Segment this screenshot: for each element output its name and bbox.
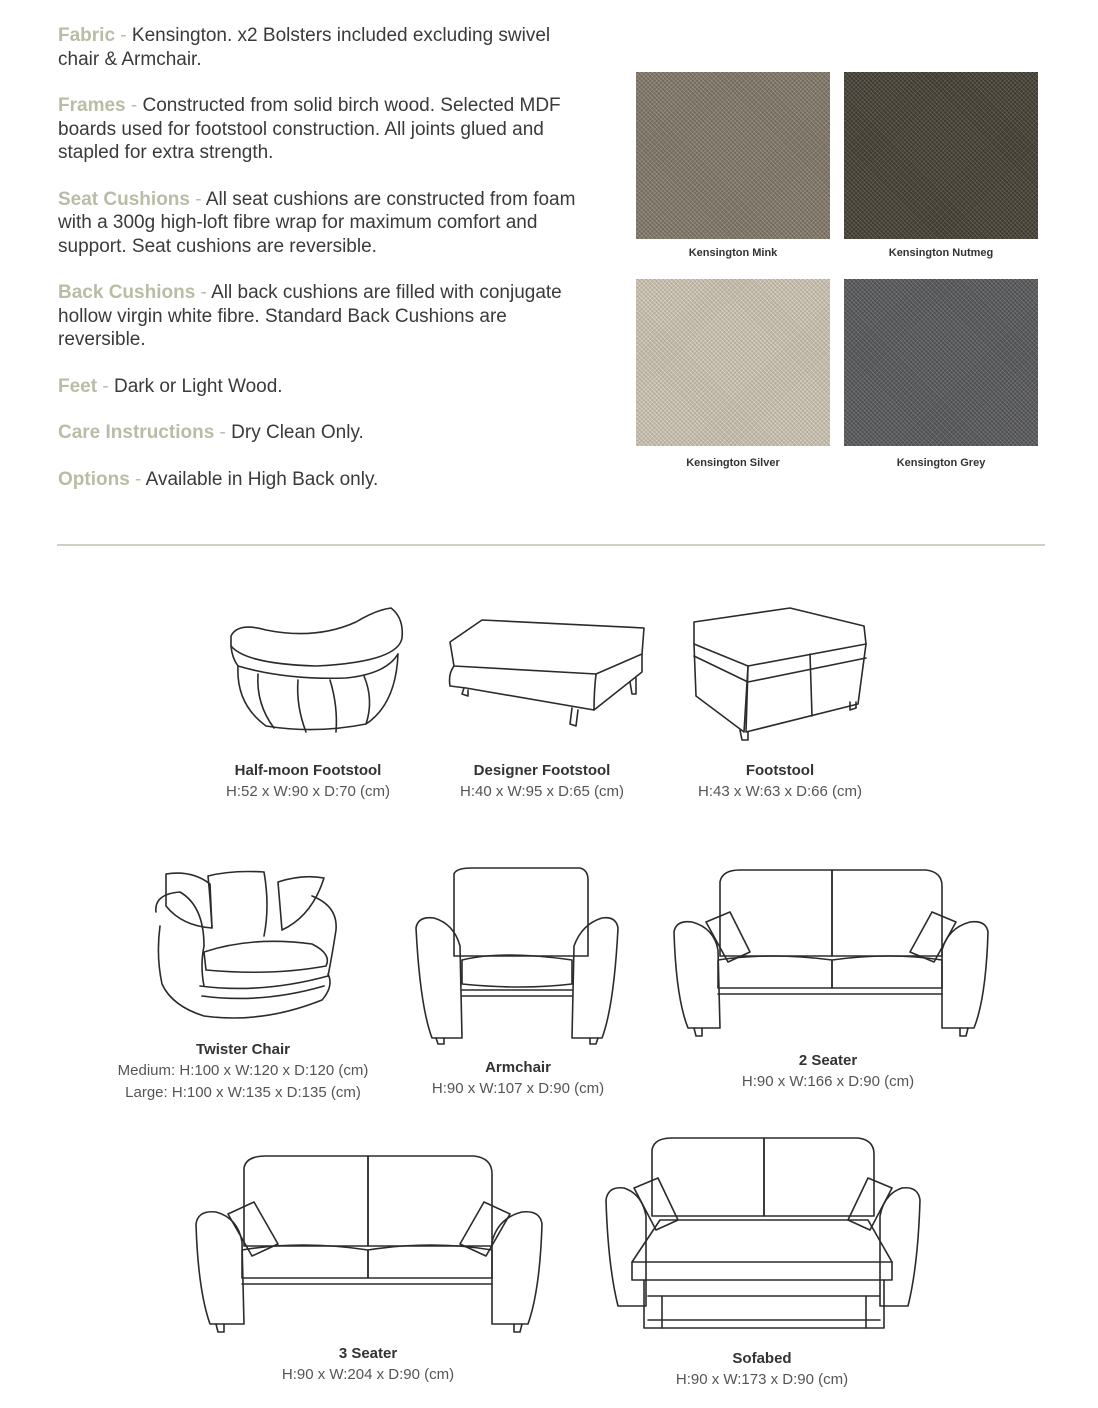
spec-key: Seat Cushions (58, 188, 190, 210)
product-name: 3 Seater (338, 1345, 398, 1362)
spec-back-cushions (58, 281, 588, 352)
spec-key: Feet (58, 375, 98, 397)
swatch-label: Kensington Grey (896, 457, 986, 469)
product-two-seater (728, 1051, 928, 1093)
product-dimensions: H:90 x W:107 x D:90 (cm) (431, 1080, 605, 1097)
spec-text: All back cushions are filled with conjugate hollow virgin white fibre. Standard Back Cushions are reversible. (58, 282, 562, 350)
spec-separator: - (129, 468, 146, 490)
product-name: Footstool (745, 762, 815, 779)
product-twister-chair (108, 1040, 378, 1104)
product-name: Designer Footstool (473, 762, 611, 779)
sofabed-drawing (602, 1136, 924, 1332)
spec-options (58, 468, 588, 492)
swatch-nutmeg (844, 72, 1038, 239)
product-dimensions: H:90 x W:173 x D:90 (cm) (675, 1371, 849, 1388)
spec-text: Dry Clean Only. (231, 422, 364, 443)
product-designer-footstool (446, 761, 638, 803)
spec-seat-cushions (58, 188, 588, 259)
footstool-drawing (690, 604, 872, 744)
product-name: Half-moon Footstool (234, 762, 382, 779)
spec-frames (58, 94, 588, 165)
product-dimensions: Large: H:100 x W:135 x D:135 (cm) (125, 1084, 361, 1101)
spec-separator: - (189, 188, 206, 210)
product-name: Sofabed (732, 1350, 792, 1367)
spec-text: All seat cushions are constructed from foam with a 300g high-loft fibre wrap for maximum comfort and support. Seat cushions are reversible. (58, 188, 576, 257)
spec-fabric (58, 24, 588, 71)
spec-key: Options (58, 468, 130, 490)
two-seater-drawing (670, 868, 992, 1036)
spec-feet (58, 375, 588, 399)
swatch-grey (844, 279, 1038, 446)
spec-separator: - (214, 422, 232, 443)
swatch-label: Kensington Mink (688, 247, 778, 259)
spec-separator: - (97, 375, 114, 397)
product-armchair (418, 1058, 618, 1100)
product-dimensions: H:43 x W:63 x D:66 (cm) (698, 783, 862, 800)
swatch-label: Kensington Silver (686, 457, 780, 469)
spec-separator: - (115, 25, 132, 46)
specifications (58, 24, 588, 514)
spec-key: Back Cushions (58, 282, 196, 303)
twister-chair-drawing (152, 866, 344, 1026)
product-dimensions: H:40 x W:95 x D:65 (cm) (460, 783, 624, 800)
product-dimensions: H:90 x W:166 x D:90 (cm) (741, 1073, 915, 1090)
spec-key: Care Instructions (58, 422, 215, 443)
spec-text: Constructed from solid birch wood. Selected MDF boards used for footstool construction. All joints glued and stapled for extra strength. (58, 95, 561, 163)
spec-text: Dark or Light Wood. (113, 375, 283, 397)
spec-key: Fabric (58, 25, 116, 46)
section-divider (57, 544, 1045, 546)
spec-separator: - (125, 95, 143, 116)
product-name: Armchair (485, 1059, 551, 1076)
spec-key: Frames (58, 95, 126, 116)
designer-footstool-drawing (446, 616, 650, 740)
product-dimensions: Medium: H:100 x W:120 x D:120 (cm) (117, 1062, 369, 1079)
product-name: Twister Chair (196, 1041, 290, 1058)
spec-care (58, 421, 588, 445)
product-dimensions: H:90 x W:204 x D:90 (cm) (281, 1366, 455, 1383)
swatch-mink (636, 72, 830, 239)
armchair-drawing (412, 866, 622, 1038)
spec-separator: - (195, 282, 212, 303)
swatch-label: Kensington Nutmeg (888, 247, 994, 259)
three-seater-drawing (192, 1154, 546, 1332)
product-three-seater (268, 1344, 468, 1386)
spec-text: Kensington. x2 Bolsters included excluding swivel chair & Armchair. (58, 25, 551, 70)
product-dimensions: H:52 x W:90 x D:70 (cm) (226, 783, 390, 800)
product-sofabed (662, 1349, 862, 1391)
half-moon-footstool-drawing (226, 604, 406, 734)
product-footstool (680, 761, 880, 803)
product-half-moon-footstool (208, 761, 408, 803)
product-name: 2 Seater (798, 1052, 858, 1069)
swatch-silver (636, 279, 830, 446)
fabric-swatches (636, 72, 1038, 482)
spec-text: Available in High Back only. (145, 468, 379, 490)
